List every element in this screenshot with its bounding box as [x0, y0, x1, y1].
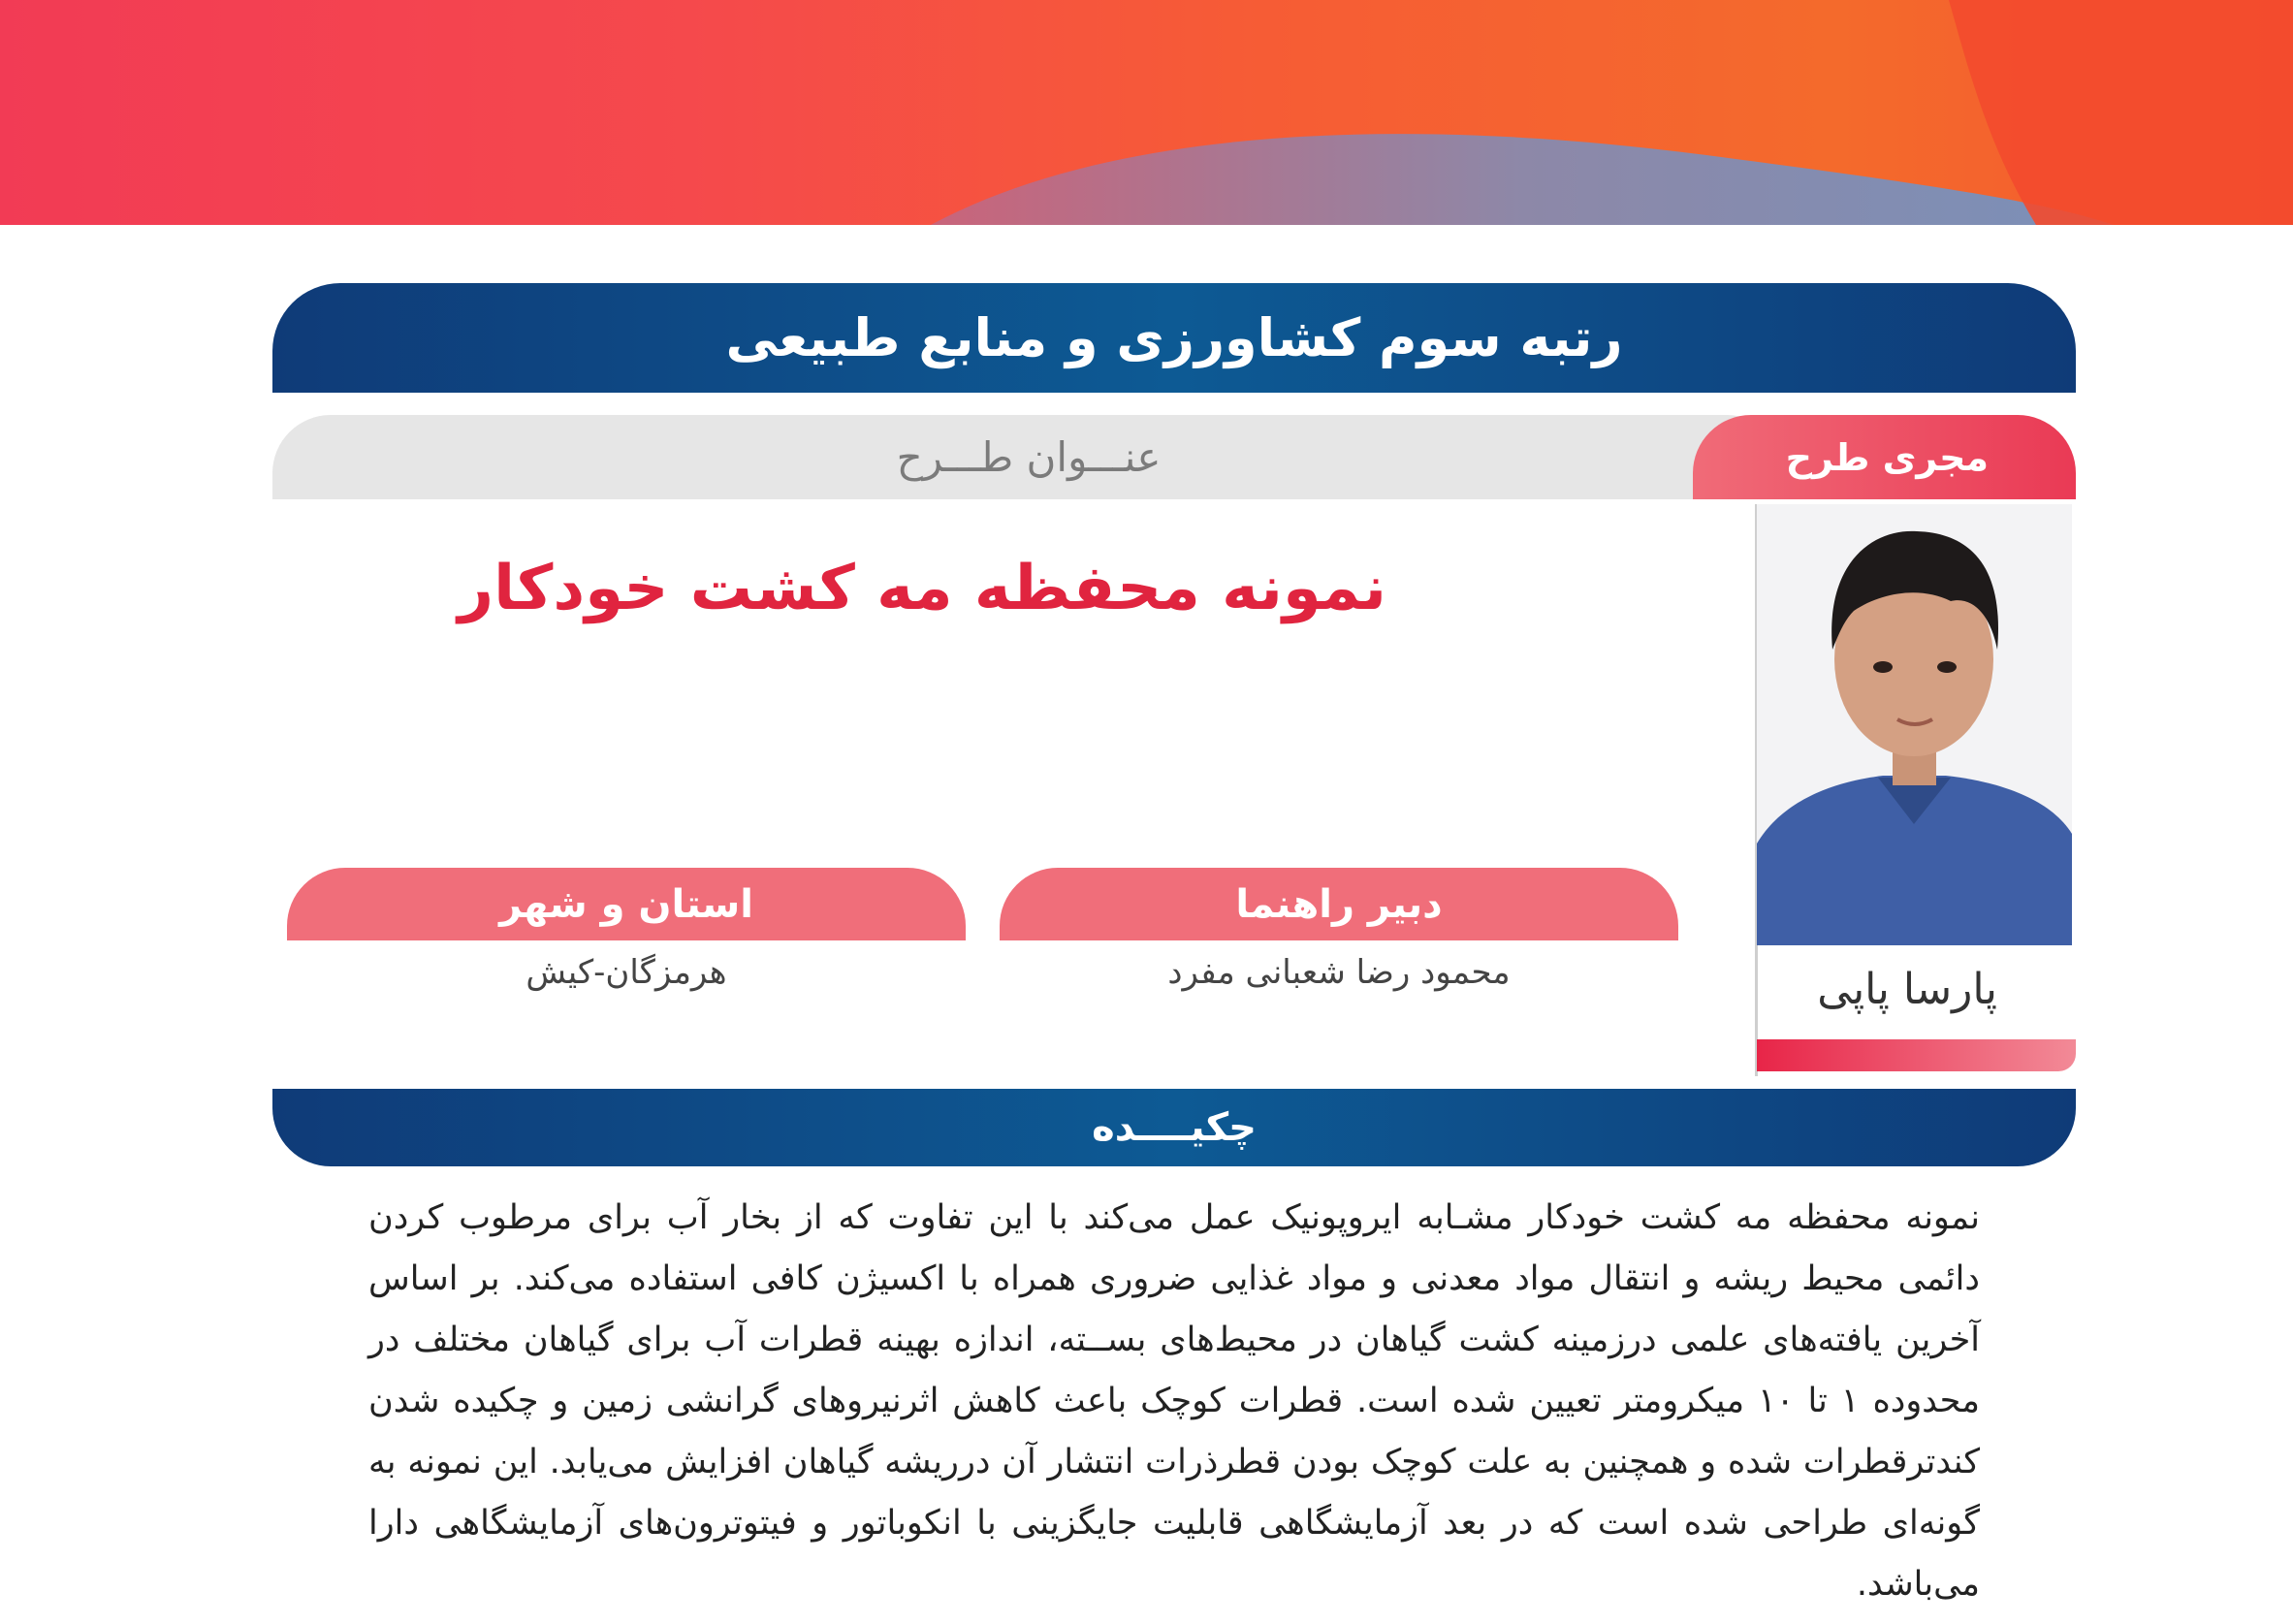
presenter-tab	[1693, 415, 2076, 499]
presenter-tab-label: مجری طرح	[1785, 435, 1989, 479]
student-photo	[1757, 504, 2072, 945]
province-label: استان و شهر	[499, 881, 753, 927]
student-portrait-icon	[1757, 504, 2072, 945]
project-title-tab	[272, 415, 1785, 499]
wave-decoration	[0, 0, 2293, 225]
category-banner	[272, 283, 2076, 393]
advisor-label-pill	[1000, 868, 1678, 940]
advisor-value: محمود رضا شعبانی مفرد	[1167, 953, 1511, 992]
abstract-banner	[272, 1089, 2076, 1166]
project-title-tab-label: عنـــوان طـــرح	[896, 433, 1162, 481]
advisor-label: دبیر راهنما	[1235, 881, 1443, 927]
student-name: پارسا پاپی	[1817, 965, 1997, 1014]
project-title: نمونه محفظه مه کشت خودکار	[458, 553, 1386, 624]
abstract-heading: چکیــــده	[1092, 1105, 1257, 1150]
province-label-pill	[287, 868, 966, 940]
province-value: هرمزگان-کیش	[525, 953, 727, 992]
header-decoration	[0, 0, 2293, 225]
abstract-body: نمونه محفظه مه کشت خودکار مشـابه ایروپونیک عمل می‌کند با این تفاوت که از بخار آب برای مرطوب کردن دائمی محیط ریشه و انتقال مواد معدنی و مواد غذایی ضروری همراه با اکسیژن کافی استفاده می‌کند. بر اساس آخرین یافته‌های علمی درزمینه کشت گیاهان در محیط‌های بســته، اندازه بهینه قطرات آب برای گیاهان مختلف در محدوده ۱ تا ۱۰ میکرومتر تعیین شده است. قطرات کوچک باعث کاهش اثرنیروهای گرانشی زمین و چکیده شدن کندترقطرات شده و همچنین به علت کوچک بودن قطرذرات انتشار آن درریشه گیاهان افزایش می‌یابد. این نمونه به گونه‌ای طراحی شده است که در بعد آزمایشگاهی قابلیت جایگزینی با انکوباتور و فیتوترون‌های آزمایشگاهی دارا می‌باشد.	[368, 1198, 1980, 1604]
name-underline-bar	[1757, 1039, 2076, 1071]
category-title: رتبه سوم کشاورزی و منابع طبیعی	[725, 307, 1623, 368]
